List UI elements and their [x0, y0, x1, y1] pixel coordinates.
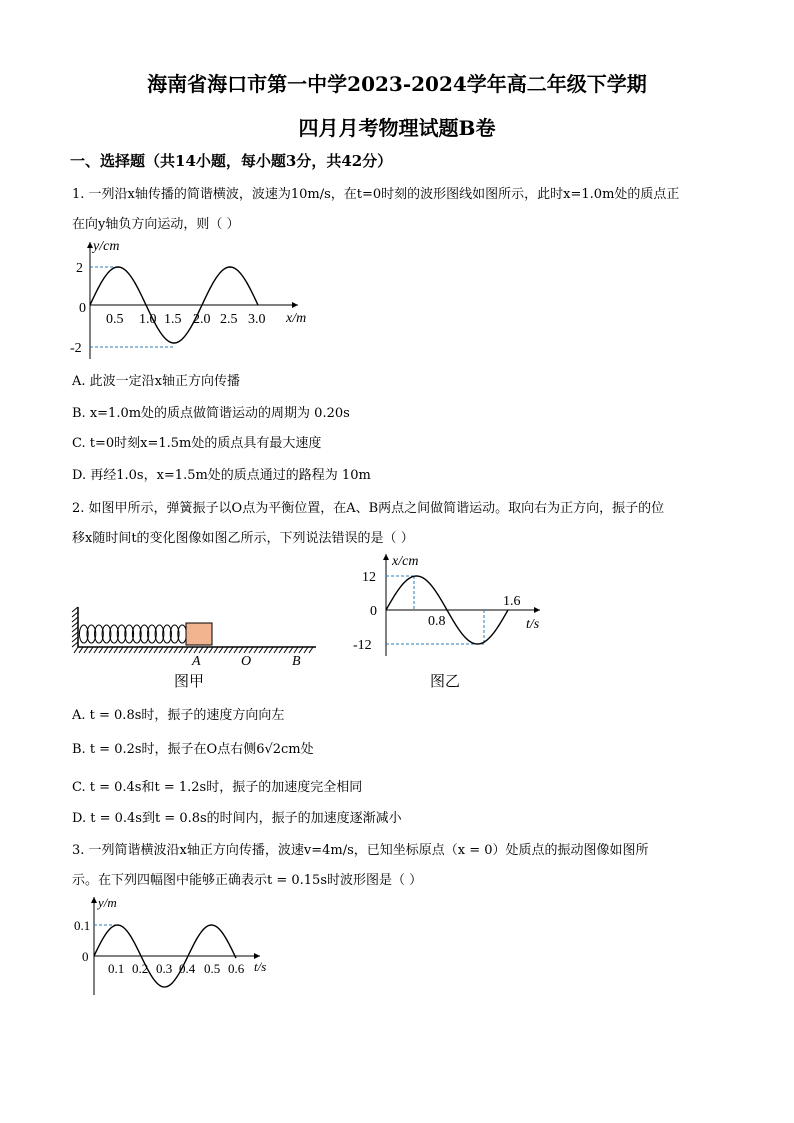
q1-option-a[interactable]: A. 此波一定沿x轴正方向传播 [72, 374, 240, 389]
q2-option-b[interactable]: B. t = 0.2s时，振子在O点右侧6√2cm处 [72, 742, 314, 757]
fig-b-caption: 图乙 [430, 674, 461, 690]
q1-y-label: y/cm [93, 239, 120, 254]
fig-a-spring-oscillator [66, 595, 326, 695]
exam-title-line2: 四月月考物理试题B卷 [298, 116, 496, 140]
q3-y-label: y/m [98, 895, 117, 910]
q3-stem-line1: 3. 一列简谐横波沿x轴正方向传播，波速v=4m/s，已知坐标原点（x = 0）处质点的振动图像如图所 [72, 843, 649, 858]
q2-option-c[interactable]: C. t = 0.4s和t = 1.2s时，振子的加速度完全相同 [72, 780, 363, 795]
q1-xtick-2.5: 2.5 [220, 312, 238, 327]
q1-ytick-0: 0 [79, 301, 86, 316]
q2-option-d[interactable]: D. t = 0.4s到t = 0.8s的时间内，振子的加速度逐渐减小 [72, 811, 402, 826]
point-b-label: B [292, 654, 301, 669]
q2-option-a[interactable]: A. t = 0.8s时，振子的速度方向向左 [72, 708, 285, 723]
q1-stem-line1: 1. 一列沿x轴传播的简谐横波，波速为10m/s，在t=0时刻的波形图线如图所示，此时x=1.0m处的质点正 [72, 187, 680, 202]
q3-xtick-0.4: 0.4 [179, 961, 196, 976]
oscillator-block [186, 623, 212, 645]
fig-b-y-label: x/cm [392, 554, 419, 569]
point-a-label: A [192, 654, 201, 669]
section-heading: 一、选择题（共14小题，每小题3分，共42分） [70, 152, 393, 170]
q1-ytick-neg2: -2 [70, 341, 82, 356]
exam-title-line1: 海南省海口市第一中学2023-2024学年高二年级下学期 [147, 72, 647, 96]
q1-xtick-3.0: 3.0 [248, 312, 266, 327]
q3-x-label: t/s [254, 959, 267, 974]
q1-xtick-0.5: 0.5 [106, 312, 124, 327]
fig-b-xtick-0.8: 0.8 [428, 614, 446, 629]
q3-xtick-0.3: 0.3 [156, 961, 173, 976]
q1-option-d[interactable]: D. 再经1.0s，x=1.5m处的质点通过的路程为 10m [72, 468, 371, 483]
q2-stem-line1: 2. 如图甲所示，弹簧振子以O点为平衡位置，在A、B两点之间做简谐运动。取向右为正方向，振子的位 [72, 501, 665, 516]
q1-wave-graph [60, 234, 330, 364]
q3-yt-graph [66, 893, 286, 998]
q1-option-b[interactable]: B. x=1.0m处的质点做简谐运动的周期为 0.20s [72, 406, 350, 421]
fig-a-caption: 图甲 [174, 674, 205, 690]
q2-stem-line2: 移x随时间t的变化图像如图乙所示，下列说法错误的是（ ） [72, 531, 414, 546]
floor-hatch [74, 647, 313, 653]
q3-xtick-0.6: 0.6 [228, 961, 245, 976]
point-o-label: O [241, 654, 252, 669]
fig-b-xt-graph [348, 548, 558, 698]
fig-b-x-label: t/s [526, 617, 540, 632]
q1-stem-line2: 在向y轴负方向运动，则（ ） [72, 217, 240, 232]
q3-ytick-0.1: 0.1 [74, 918, 91, 933]
fig-b-ytick-12: 12 [362, 570, 376, 585]
fig-b-xtick-1.6: 1.6 [503, 594, 521, 609]
wall-hatch [72, 607, 78, 647]
q3-ytick-0: 0 [82, 949, 89, 964]
q3-stem-line2: 示。在下列四幅图中能够正确表示t = 0.15s时波形图是（ ） [72, 873, 423, 888]
q1-option-c[interactable]: C. t=0时刻x=1.5m处的质点具有最大速度 [72, 436, 322, 451]
fig-b-ytick-0: 0 [370, 604, 377, 619]
q1-ytick-2: 2 [76, 261, 83, 276]
q3-xtick-0.2: 0.2 [132, 961, 149, 976]
q1-x-label: x/m [286, 311, 307, 326]
q1-xtick-1.5: 1.5 [164, 312, 182, 327]
q3-xtick-0.1: 0.1 [108, 961, 125, 976]
q1-xtick-1.0: 1.0 [139, 312, 157, 327]
q1-xtick-2.0: 2.0 [193, 312, 211, 327]
fig-b-ytick-neg12: -12 [353, 638, 372, 653]
spring [79, 625, 186, 643]
q3-xtick-0.5: 0.5 [204, 961, 221, 976]
